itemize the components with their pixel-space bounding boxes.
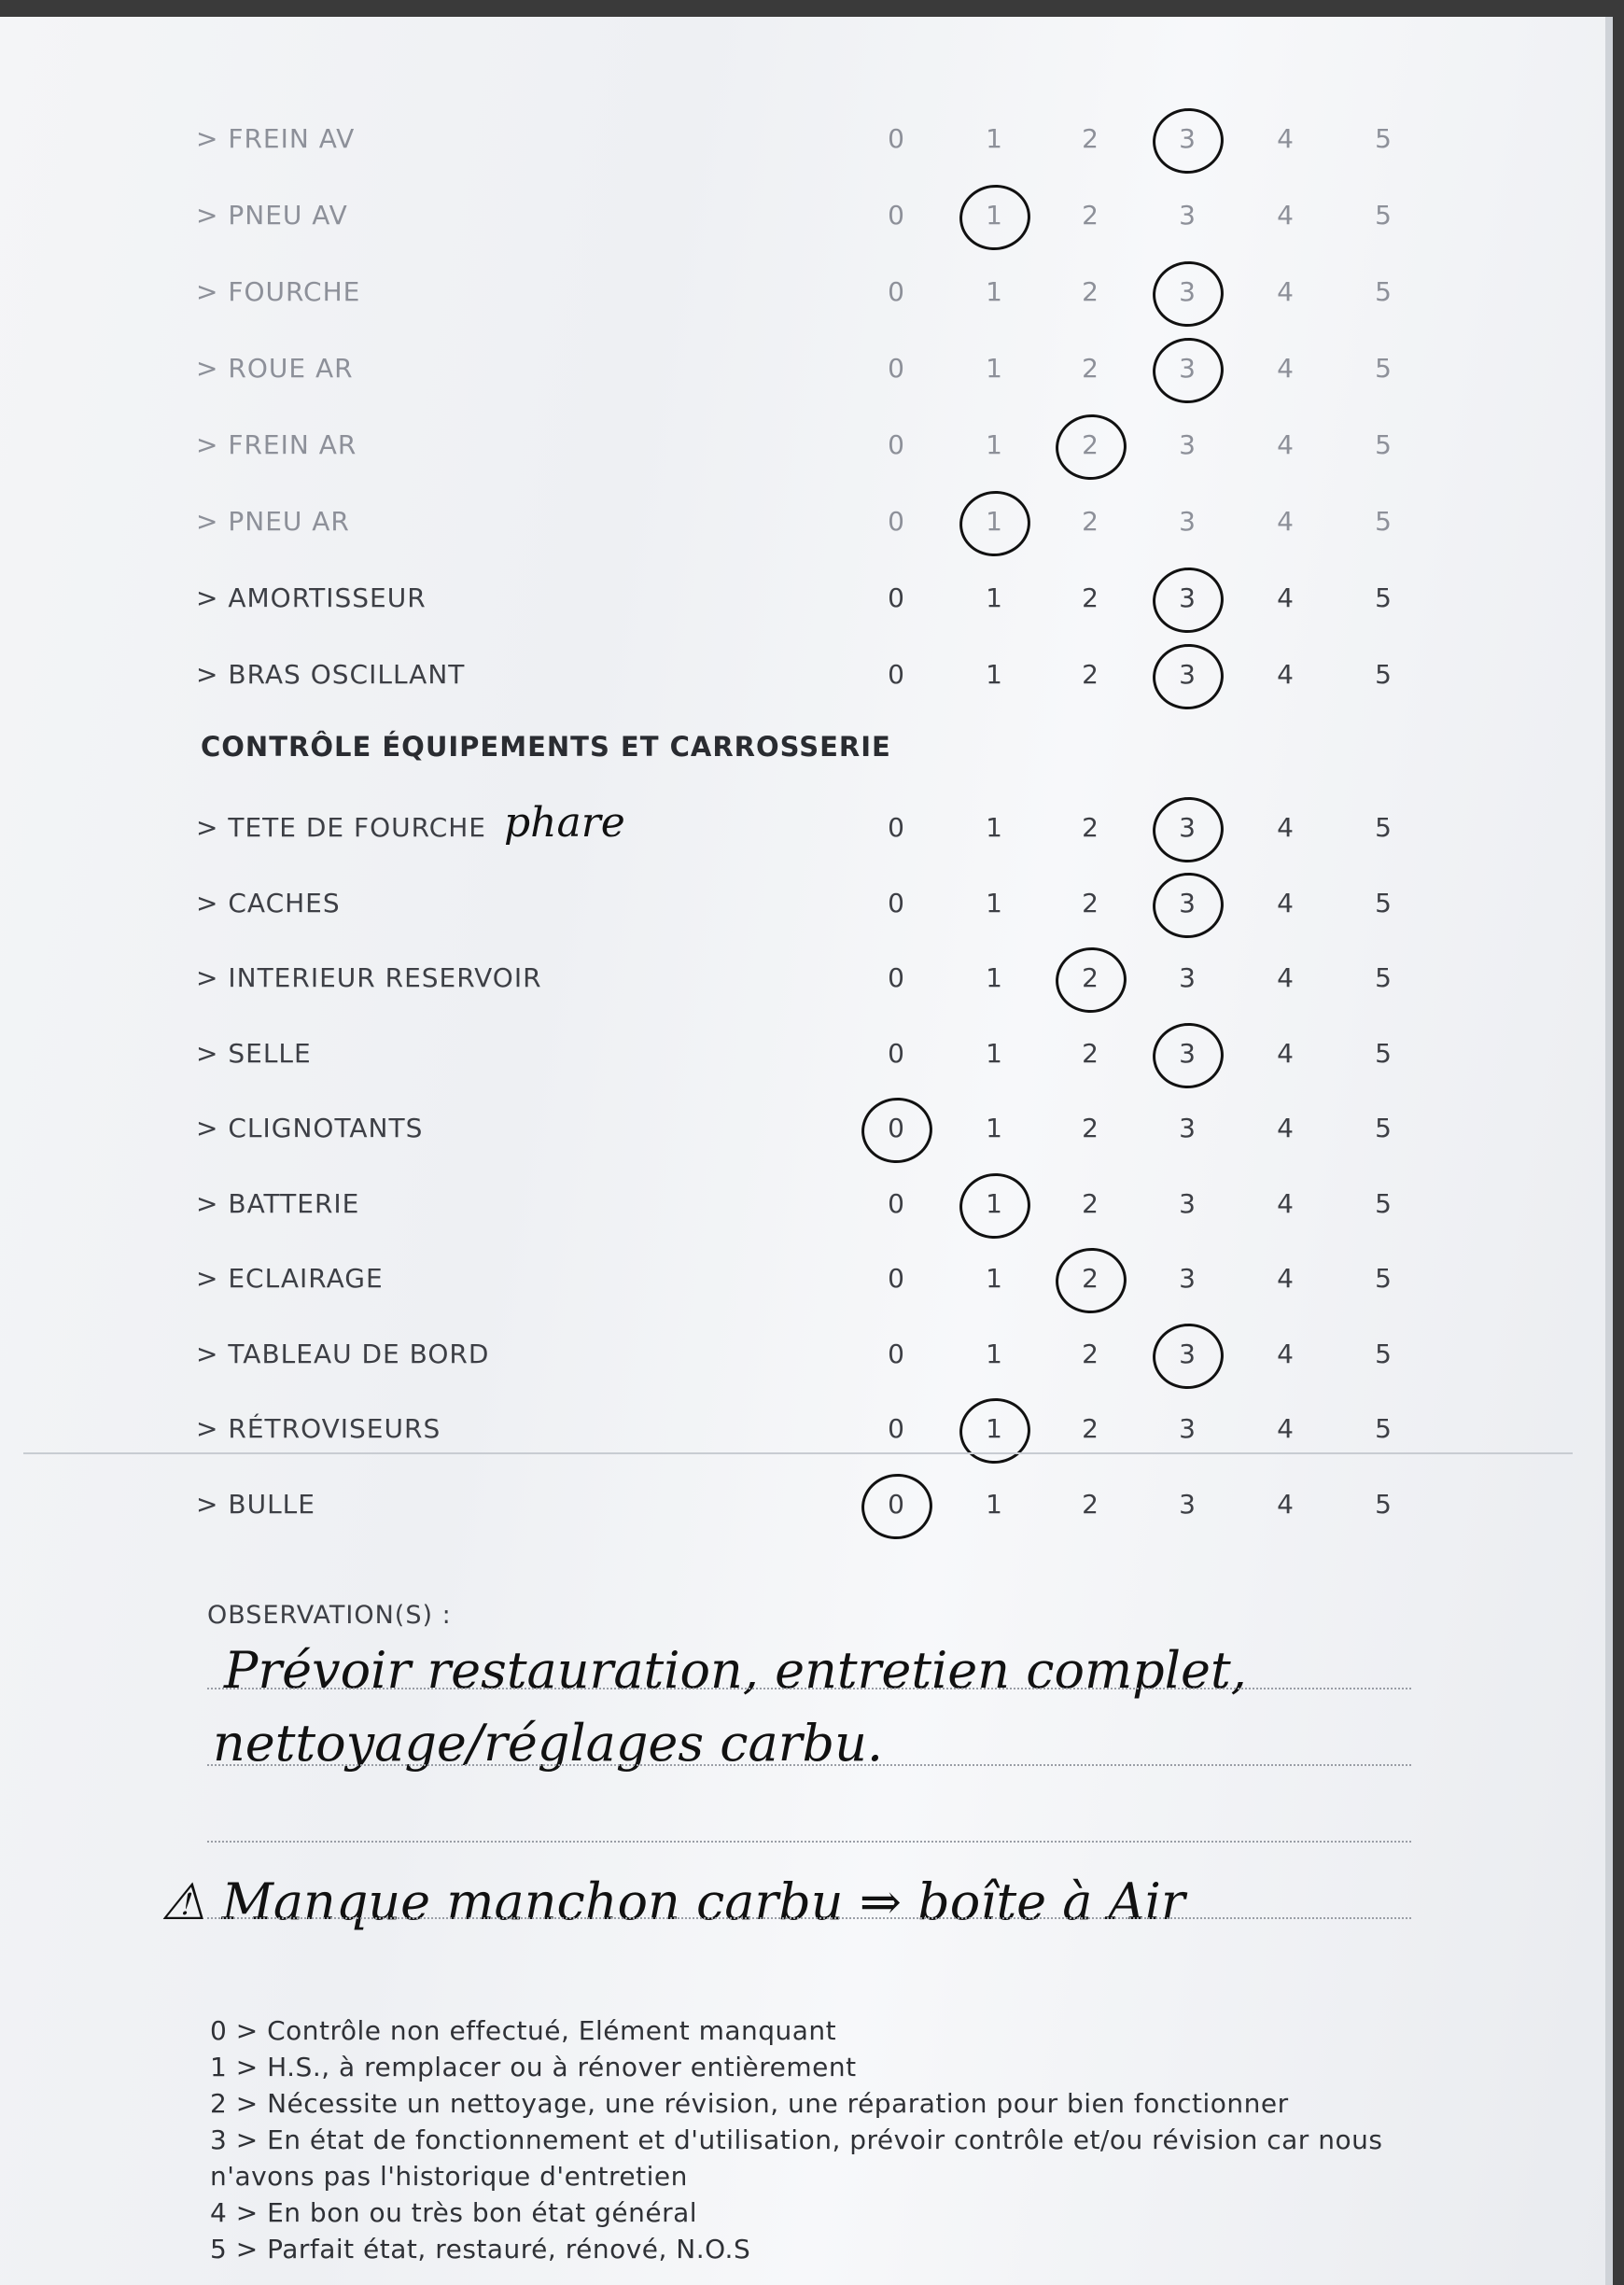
score-option[interactable]: 4 — [1277, 429, 1294, 460]
score-option[interactable]: 5 — [1375, 1113, 1392, 1143]
score-option[interactable]: 4 — [1277, 962, 1294, 993]
score-option[interactable]: 0 — [888, 1037, 904, 1069]
legend-item-2: 2 > Nécessite un nettoyage, une révision, une réparation pour bien fonctionner — [210, 2088, 1289, 2119]
bottom-row — [196, 1400, 1409, 1456]
score-option[interactable]: 5 — [1375, 1187, 1392, 1219]
row-handwritten-note: phare — [504, 799, 625, 847]
score-option[interactable]: 4 — [1277, 812, 1294, 843]
score-option[interactable]: 2 — [1082, 276, 1099, 307]
inspection-sheet — [0, 17, 1613, 2285]
score-option[interactable]: 1 — [986, 1263, 1002, 1294]
score-option[interactable]: 1 — [986, 1113, 1002, 1143]
score-option[interactable]: 3 — [1179, 1187, 1196, 1219]
score-option[interactable]: 4 — [1277, 200, 1294, 231]
score-option[interactable]: 1 — [986, 1338, 1002, 1369]
score-selected[interactable]: 2 — [1076, 962, 1104, 993]
bottom-row — [196, 1250, 1409, 1306]
score-option[interactable]: 2 — [1082, 812, 1099, 843]
score-selected[interactable]: 1 — [980, 1413, 1008, 1444]
bottom-row — [196, 1100, 1409, 1156]
row-label: > PNEU AV — [196, 200, 348, 231]
top-row — [196, 646, 1409, 702]
score-option[interactable]: 5 — [1375, 429, 1392, 460]
legend-item-4: 4 > En bon ou très bon état général — [210, 2197, 698, 2228]
score-option[interactable]: 4 — [1277, 1187, 1294, 1219]
legend-item-0: 0 > Contrôle non effectué, Elément manquant — [210, 2015, 837, 2046]
row-label: > BRAS OSCILLANT — [196, 659, 466, 690]
score-option[interactable]: 2 — [1082, 1338, 1099, 1369]
score-selected[interactable]: 2 — [1076, 1263, 1104, 1294]
score-option[interactable]: 5 — [1375, 659, 1392, 690]
score-option[interactable]: 1 — [986, 962, 1002, 993]
score-option[interactable]: 5 — [1375, 1488, 1392, 1520]
score-option[interactable]: 1 — [986, 1037, 1002, 1069]
score-selected[interactable]: 1 — [980, 1188, 1008, 1219]
observation-line-3: ⚠ Manque manchon carbu ⇒ boîte à Air — [161, 1872, 1185, 1931]
fold-line — [23, 1452, 1573, 1454]
score-selected[interactable]: 3 — [1173, 582, 1201, 613]
score-option[interactable]: 4 — [1277, 1113, 1294, 1143]
score-option[interactable]: 2 — [1082, 1113, 1099, 1143]
score-option[interactable]: 4 — [1277, 1037, 1294, 1069]
score-option[interactable]: 1 — [986, 887, 1002, 918]
score-selected[interactable]: 3 — [1173, 276, 1201, 307]
score-option[interactable]: 0 — [888, 582, 904, 613]
observation-line-1: Prévoir restauration, entretien complet, — [224, 1641, 1247, 1700]
score-option[interactable]: 2 — [1082, 582, 1099, 613]
score-option[interactable]: 1 — [986, 276, 1002, 307]
score-option[interactable]: 5 — [1375, 1037, 1392, 1069]
score-option[interactable]: 1 — [986, 353, 1002, 384]
observation-dotted-line-2 — [207, 1764, 1411, 1766]
row-label: > SELLE — [196, 1037, 312, 1069]
bottom-row — [196, 1476, 1409, 1532]
score-option[interactable]: 3 — [1179, 1113, 1196, 1143]
score-selected[interactable]: 3 — [1173, 659, 1201, 690]
top-row — [196, 416, 1409, 472]
row-label: > FREIN AR — [196, 429, 357, 460]
row-label: > TABLEAU DE BORD — [196, 1338, 490, 1369]
score-option[interactable]: 4 — [1277, 123, 1294, 154]
row-label: > CLIGNOTANTS — [196, 1113, 424, 1143]
score-option[interactable]: 5 — [1375, 276, 1392, 307]
score-option[interactable]: 4 — [1277, 887, 1294, 918]
score-option[interactable]: 1 — [986, 429, 1002, 460]
score-selected[interactable]: 3 — [1173, 1339, 1201, 1369]
observation-dotted-line-3 — [207, 1841, 1411, 1843]
score-option[interactable]: 4 — [1277, 1263, 1294, 1294]
score-option[interactable]: 0 — [888, 200, 904, 231]
score-option[interactable]: 5 — [1375, 1413, 1392, 1444]
score-option[interactable]: 0 — [888, 506, 904, 537]
score-option[interactable]: 0 — [888, 1187, 904, 1219]
score-option[interactable]: 2 — [1082, 200, 1099, 231]
score-option[interactable]: 5 — [1375, 1263, 1392, 1294]
score-option[interactable]: 3 — [1179, 962, 1196, 993]
score-option[interactable]: 4 — [1277, 506, 1294, 537]
row-label: > FREIN AV — [196, 123, 356, 154]
score-option[interactable]: 4 — [1277, 659, 1294, 690]
score-option[interactable]: 2 — [1082, 353, 1099, 384]
score-selected[interactable]: 3 — [1173, 888, 1201, 918]
score-option[interactable]: 0 — [888, 353, 904, 384]
row-label: > CACHES — [196, 887, 341, 918]
score-option[interactable]: 5 — [1375, 200, 1392, 231]
score-option[interactable]: 0 — [888, 659, 904, 690]
row-label: > BULLE — [196, 1488, 315, 1520]
score-option[interactable]: 0 — [888, 962, 904, 993]
observation-dotted-line-4 — [207, 1917, 1411, 1919]
score-option[interactable]: 3 — [1179, 1488, 1196, 1520]
score-option[interactable]: 2 — [1082, 1488, 1099, 1520]
score-option[interactable]: 5 — [1375, 962, 1392, 993]
score-option[interactable]: 5 — [1375, 812, 1392, 843]
score-option[interactable]: 2 — [1082, 1413, 1099, 1444]
score-option[interactable]: 0 — [888, 812, 904, 843]
observation-dotted-line-1 — [207, 1688, 1411, 1689]
score-option[interactable]: 2 — [1082, 1187, 1099, 1219]
row-label: > TETE DE FOURCHE — [196, 812, 486, 843]
legend-item-3-continued: n'avons pas l'historique d'entretien — [210, 2161, 688, 2192]
score-selected[interactable]: 2 — [1076, 429, 1104, 460]
score-option[interactable]: 4 — [1277, 1488, 1294, 1520]
score-option[interactable]: 3 — [1179, 1413, 1196, 1444]
score-option[interactable]: 3 — [1179, 429, 1196, 460]
top-row — [196, 110, 1409, 166]
score-option[interactable]: 5 — [1375, 506, 1392, 537]
section-title: CONTRÔLE ÉQUIPEMENTS ET CARROSSERIE — [201, 731, 891, 763]
row-label: > INTERIEUR RESERVOIR — [196, 962, 542, 993]
score-option[interactable]: 2 — [1082, 506, 1099, 537]
legend-item-1: 1 > H.S., à remplacer ou à rénover entièrement — [210, 2052, 857, 2082]
score-option[interactable]: 0 — [888, 1338, 904, 1369]
score-option[interactable]: 0 — [888, 276, 904, 307]
row-label: > PNEU AR — [196, 506, 350, 537]
score-option[interactable]: 1 — [986, 123, 1002, 154]
bottom-row — [196, 799, 1409, 855]
score-option[interactable]: 5 — [1375, 353, 1392, 384]
legend-item-5: 5 > Parfait état, restauré, rénové, N.O.S — [210, 2234, 751, 2264]
score-option[interactable]: 4 — [1277, 1413, 1294, 1444]
legend-item-3: 3 > En état de fonctionnement et d'utilisation, prévoir contrôle et/ou révision car nous — [210, 2124, 1383, 2155]
top-row — [196, 263, 1409, 319]
score-option[interactable]: 2 — [1082, 123, 1099, 154]
bottom-row — [196, 949, 1409, 1005]
score-option[interactable]: 0 — [888, 429, 904, 460]
top-row — [196, 493, 1409, 549]
score-selected[interactable]: 0 — [882, 1489, 910, 1520]
score-option[interactable]: 2 — [1082, 887, 1099, 918]
score-option[interactable]: 0 — [888, 1263, 904, 1294]
rating-legend — [210, 2012, 1423, 2267]
score-selected[interactable]: 3 — [1173, 123, 1201, 154]
score-option[interactable]: 0 — [888, 887, 904, 918]
score-option[interactable]: 5 — [1375, 582, 1392, 613]
row-label: > FOURCHE — [196, 276, 361, 307]
row-label: > BATTERIE — [196, 1187, 360, 1219]
score-option[interactable]: 4 — [1277, 582, 1294, 613]
bottom-row — [196, 1175, 1409, 1231]
top-row — [196, 340, 1409, 396]
score-option[interactable]: 0 — [888, 1413, 904, 1444]
score-selected[interactable]: 1 — [980, 506, 1008, 537]
row-label: > AMORTISSEUR — [196, 582, 427, 613]
score-selected[interactable]: 3 — [1173, 353, 1201, 384]
top-row — [196, 569, 1409, 625]
score-selected[interactable]: 0 — [882, 1113, 910, 1143]
score-option[interactable]: 3 — [1179, 506, 1196, 537]
score-option[interactable]: 1 — [986, 582, 1002, 613]
score-option[interactable]: 5 — [1375, 123, 1392, 154]
score-option[interactable]: 3 — [1179, 200, 1196, 231]
score-option[interactable]: 2 — [1082, 659, 1099, 690]
bottom-row — [196, 1025, 1409, 1081]
row-label: > ECLAIRAGE — [196, 1263, 384, 1294]
score-option[interactable]: 5 — [1375, 1338, 1392, 1369]
score-option[interactable]: 4 — [1277, 1338, 1294, 1369]
top-row — [196, 187, 1409, 243]
score-option[interactable]: 4 — [1277, 353, 1294, 384]
row-label: > RÉTROVISEURS — [196, 1413, 441, 1444]
score-option[interactable]: 0 — [888, 123, 904, 154]
score-option[interactable]: 2 — [1082, 1037, 1099, 1069]
score-selected[interactable]: 3 — [1173, 1038, 1201, 1069]
score-option[interactable]: 1 — [986, 1488, 1002, 1520]
score-selected[interactable]: 3 — [1173, 812, 1201, 843]
bottom-row — [196, 1325, 1409, 1381]
score-option[interactable]: 3 — [1179, 1263, 1196, 1294]
score-selected[interactable]: 1 — [980, 200, 1008, 231]
row-label: > ROUE AR — [196, 353, 354, 384]
score-option[interactable]: 5 — [1375, 887, 1392, 918]
score-option[interactable]: 1 — [986, 812, 1002, 843]
observations-label: OBSERVATION(S) : — [207, 1601, 452, 1630]
score-option[interactable]: 1 — [986, 659, 1002, 690]
score-option[interactable]: 4 — [1277, 276, 1294, 307]
bottom-row — [196, 875, 1409, 931]
observation-line-2: nettoyage/réglages carbu. — [213, 1714, 884, 1773]
